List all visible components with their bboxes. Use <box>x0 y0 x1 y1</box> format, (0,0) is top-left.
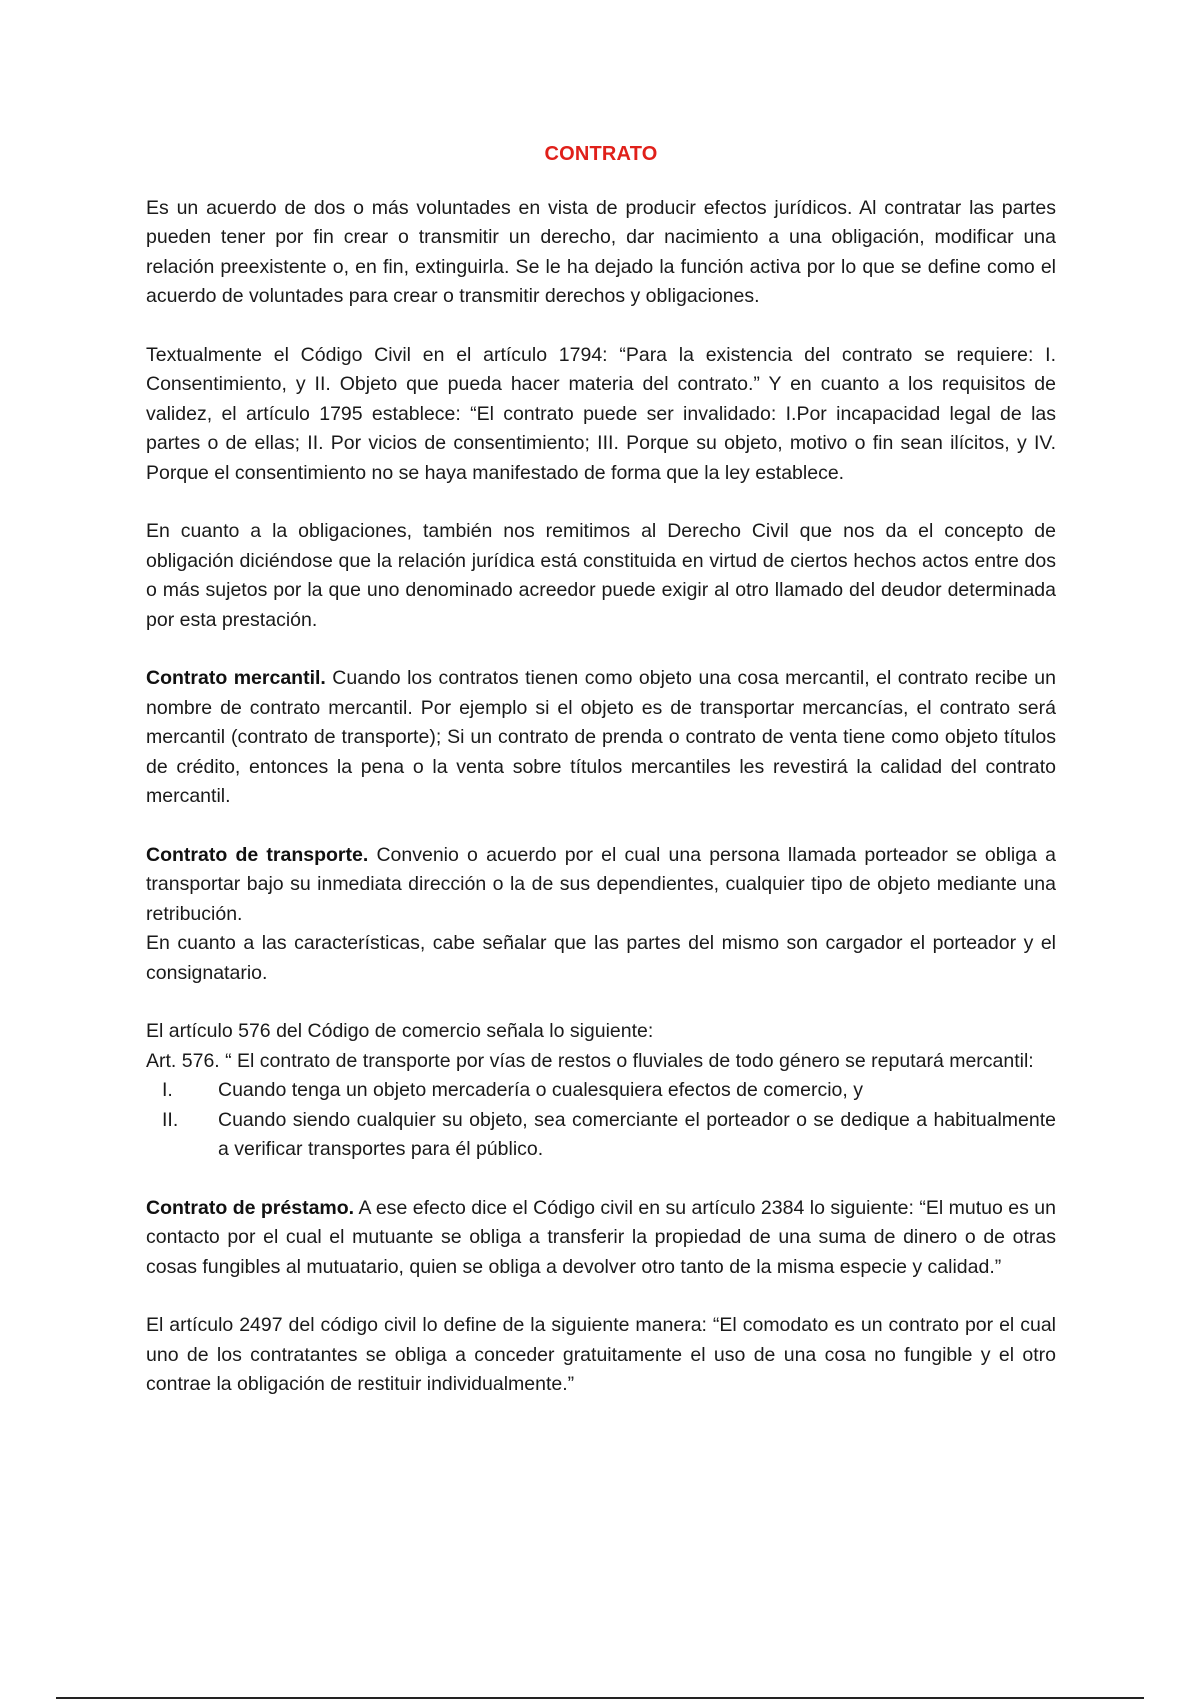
list-number: I. <box>162 1079 173 1101</box>
list-text: Cuando siendo cualquier su objeto, sea comerciante el porteador o se dedique a habitualmente a verificar transportes para él público. <box>218 1108 1056 1160</box>
section-contrato-transporte <box>146 841 1056 930</box>
section-contrato-mercantil <box>146 664 1056 812</box>
section-text: Cuando los contratos tienen como objeto una cosa mercantil, el contrato recibe un nombre de contrato mercantil. Por ejemplo si el objeto es de transportar mercancías, el contrato será mercantil (contrato de transporte); Si un contrato de prenda o contrato de venta tiene como objeto títulos de crédito, entonces la pena o la venta sobre títulos mercantiles les revestirá la calidad del contrato mercantil. <box>146 667 1056 807</box>
document-title: CONTRATO <box>544 143 658 165</box>
paragraph-caracteristicas: En cuanto a las características, cabe señalar que las partes del mismo son cargador el porteador y el consignatario. <box>146 932 1056 984</box>
list-number: II. <box>162 1108 179 1131</box>
section-contrato-prestamo <box>146 1194 1056 1283</box>
paragraph-articulo-576-intro: El artículo 576 del Código de comercio señala lo siguiente: <box>146 1020 654 1042</box>
section-text: Convenio o acuerdo por el cual una persona llamada porteador se obliga a transportar bajo su inmediata dirección o la de sus dependientes, cualquier tipo de objeto mediante una retribución. <box>146 843 1056 925</box>
section-heading: Contrato mercantil. <box>146 667 326 689</box>
paragraph-definition: Es un acuerdo de dos o más voluntades en vista de producir efectos jurídicos. Al contratar las partes pueden tener por fin crear o transmitir un derecho, dar nacimiento a una obligación, modificar una relación preexistente o, en fin, extinguirla. Se le ha dejado la función activa por lo que se define como el acuerdo de voluntades para crear o transmitir derechos y obligaciones. <box>146 196 1056 307</box>
list-text: Cuando tenga un objeto mercadería o cualesquiera efectos de comercio, y <box>218 1079 863 1101</box>
section-heading: Contrato de transporte. <box>146 843 369 866</box>
list-item <box>146 1076 1056 1106</box>
section-heading: Contrato de préstamo. <box>146 1196 355 1219</box>
paragraph-obligaciones: En cuanto a la obligaciones, también nos remitimos al Derecho Civil que nos da el concepto de obligación diciéndose que la relación jurídica está constituida en virtud de ciertos hechos actos entre dos o más sujetos por la que uno denominado acreedor puede exigir al otro llamado del deudor determinada por esta prestación. <box>146 520 1056 631</box>
roman-list <box>146 1076 1056 1165</box>
paragraph-articulo-576-quote: Art. 576. “ El contrato de transporte por vías de restos o fluviales de todo género se reputará mercantil: <box>146 1049 1034 1072</box>
paragraph-codigo-civil: Textualmente el Código Civil en el artículo 1794: “Para la existencia del contrato se requiere: I. Consentimiento, y II. Objeto que pueda hacer materia del contrato.” Y en cuanto a los requisitos de validez, el artículo 1795 establece: “El contrato puede ser invalidado: I.Por incapacidad legal de las partes o de ellas; II. Por vicios de consentimiento; III. Porque su objeto, motivo o fin sean ilícitos, y IV. Porque el consentimiento no se haya manifestado de forma que la ley establece. <box>146 343 1056 484</box>
document-page <box>146 140 1056 1429</box>
list-item <box>146 1106 1056 1165</box>
paragraph-comodato: El artículo 2497 del código civil lo define de la siguiente manera: “El comodato es un contrato por el cual uno de los contratantes se obliga a conceder gratuitamente el uso de una cosa no fungible y el otro contrae la obligación de restituir individualmente.” <box>146 1314 1056 1395</box>
footer-divider <box>56 1697 1144 1699</box>
section-text: A ese efecto dice el Código civil en su artículo 2384 lo siguiente: “El mutuo es un contacto por el cual el mutuante se obliga a transferir la propiedad de una suma de dinero o de otras cosas fungibles al mutuatario, quien se obliga a devolver otro tanto de la misma especie y calidad.” <box>146 1196 1056 1278</box>
